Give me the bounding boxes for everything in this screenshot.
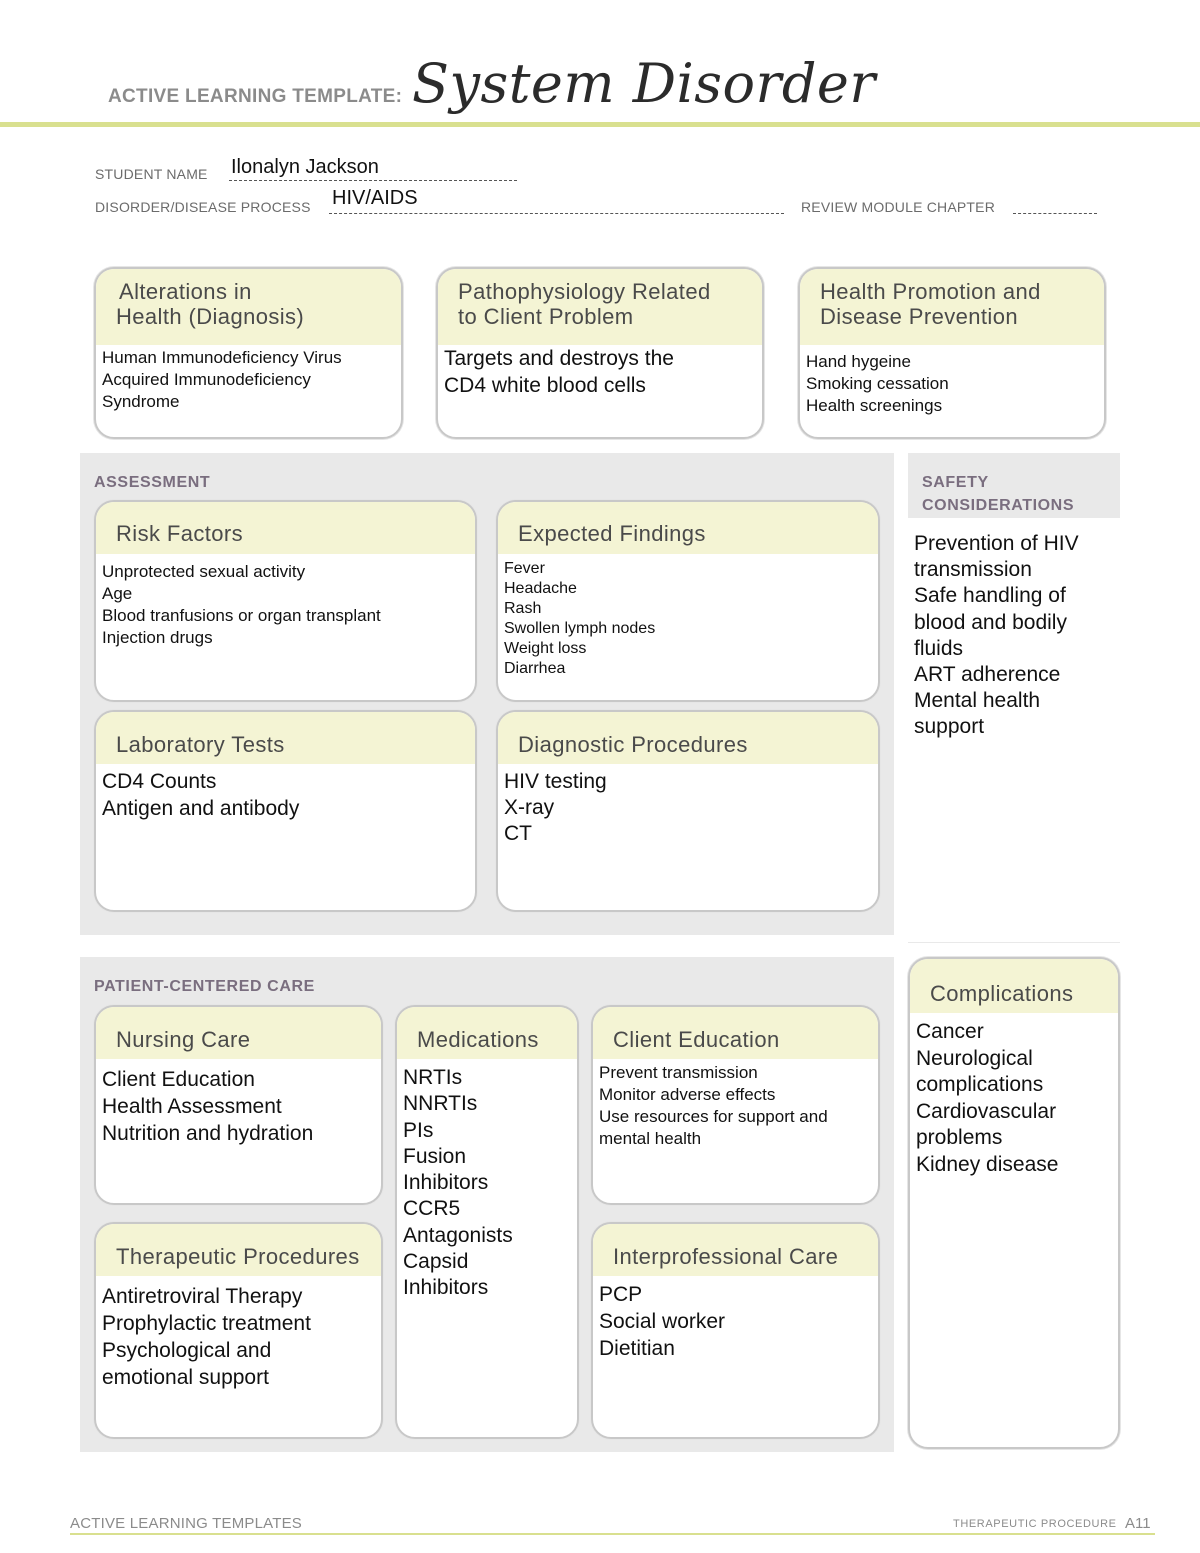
safety-body[interactable] [908, 518, 1120, 942]
footer-page-number: A11 [1125, 1515, 1151, 1532]
complications-card [908, 957, 1120, 1449]
pathophysiology-card [436, 267, 764, 439]
list-item: problems [916, 1126, 1003, 1149]
pathophysiology-title [438, 269, 762, 345]
list-item: emotional support [102, 1366, 269, 1389]
laboratory-tests-title: Laboratory Tests [96, 712, 475, 764]
list-item: Blood tranfusions or organ transplant [102, 606, 381, 625]
health-promotion-title-line2: Disease Prevention [820, 304, 1018, 329]
client-education-card [591, 1005, 880, 1205]
medications-card [395, 1005, 579, 1439]
medications-title: Medications [397, 1007, 577, 1059]
list-item: Headache [504, 580, 577, 597]
list-item: complications [916, 1073, 1044, 1096]
risk-factors-title: Risk Factors [96, 502, 475, 554]
list-item: Targets and destroys the [444, 347, 674, 370]
footer-left-label: ACTIVE LEARNING TEMPLATES [70, 1515, 302, 1532]
safety-title-line2: CONSIDERATIONS [922, 497, 1075, 514]
student-name-field[interactable]: Ilonalyn Jackson [231, 156, 379, 178]
list-item: Mental health [914, 689, 1041, 713]
list-item: blood and bodily [914, 610, 1067, 634]
list-item: Client Education [102, 1068, 255, 1091]
client-education-title: Client Education [593, 1007, 878, 1059]
pathophysiology-title-line1: Pathophysiology Related [458, 279, 711, 304]
template-label: ACTIVE LEARNING TEMPLATE: [108, 86, 403, 107]
health-promotion-card [798, 267, 1106, 439]
alterations-title-line2: Health (Diagnosis) [116, 304, 305, 329]
student-name-underline [229, 180, 517, 181]
list-item: Fever [504, 560, 545, 577]
list-item: Unprotected sexual activity [102, 562, 306, 581]
pathophysiology-body[interactable] [438, 345, 762, 403]
list-item: transmission [914, 558, 1032, 582]
list-item: PIs [403, 1118, 434, 1142]
list-item: fluids [914, 636, 964, 660]
list-item: Injection drugs [102, 628, 213, 647]
list-item: support [914, 715, 985, 739]
list-item: Diarrhea [504, 660, 566, 677]
laboratory-tests-body[interactable] [96, 764, 475, 826]
assessment-section-title: ASSESSMENT [94, 474, 211, 491]
complications-body[interactable] [910, 1013, 1118, 1182]
review-module-label: REVIEW MODULE CHAPTER [801, 199, 995, 215]
client-education-body[interactable] [593, 1059, 878, 1154]
expected-findings-card [496, 500, 880, 702]
pathophysiology-title-line2: to Client Problem [458, 304, 634, 329]
list-item: NNRTIs [403, 1092, 478, 1116]
expected-findings-title: Expected Findings [498, 502, 878, 554]
diagnostic-procedures-card [496, 710, 880, 912]
alterations-body[interactable] [96, 345, 401, 417]
disorder-field[interactable]: HIV/AIDS [332, 187, 418, 209]
complications-title: Complications [910, 959, 1118, 1013]
list-item: Hand hygeine [806, 352, 911, 371]
alterations-title-line1: Alterations in [119, 279, 252, 304]
disorder-label: DISORDER/DISEASE PROCESS [95, 199, 311, 215]
list-item: Psychological and [102, 1339, 272, 1362]
interprofessional-care-title: Interprofessional Care [593, 1224, 878, 1276]
nursing-care-body[interactable] [96, 1059, 381, 1151]
list-item: Monitor adverse effects [599, 1085, 776, 1104]
list-item: mental health [599, 1129, 702, 1148]
expected-findings-body[interactable] [498, 554, 878, 683]
list-item: Rash [504, 600, 542, 617]
list-item: Prevention of HIV [914, 532, 1079, 555]
list-item: Prophylactic treatment [102, 1312, 311, 1335]
list-item: Capsid [403, 1250, 469, 1274]
safety-title-line1: SAFETY [922, 474, 989, 491]
list-item: Safe handling of [914, 584, 1066, 608]
therapeutic-procedures-body[interactable] [96, 1276, 381, 1395]
health-promotion-title-line1: Health Promotion and [820, 279, 1041, 304]
list-item: Social worker [599, 1310, 726, 1333]
risk-factors-card [94, 500, 477, 702]
list-item: Human Immunodeficiency Virus [102, 348, 342, 367]
list-item: PCP [599, 1283, 643, 1306]
page-title: System Disorder [412, 52, 876, 115]
student-name-label: STUDENT NAME [95, 166, 208, 182]
list-item: X-ray [504, 796, 555, 819]
alterations-title [96, 269, 401, 345]
patient-care-section-title: PATIENT-CENTERED CARE [94, 978, 315, 995]
therapeutic-procedures-card [94, 1222, 383, 1439]
list-item: CD4 Counts [102, 770, 217, 793]
medications-body[interactable] [397, 1059, 577, 1306]
list-item: Health Assessment [102, 1095, 282, 1118]
footer-rule [70, 1533, 1155, 1535]
laboratory-tests-card [94, 710, 477, 912]
list-item: Kidney disease [916, 1152, 1059, 1176]
list-item: CT [504, 822, 532, 845]
list-item: CCR5 [403, 1197, 461, 1221]
diagnostic-procedures-title: Diagnostic Procedures [498, 712, 878, 764]
list-item: Health screenings [806, 396, 943, 415]
list-item: Nutrition and hydration [102, 1122, 314, 1145]
list-item: Inhibitors [403, 1276, 489, 1300]
list-item: HIV testing [504, 770, 607, 793]
list-item: Antiretroviral Therapy [102, 1285, 303, 1308]
health-promotion-title [800, 269, 1104, 345]
list-item: ART adherence [914, 663, 1061, 687]
list-item: Antigen and antibody [102, 797, 300, 820]
list-item: Use resources for support and [599, 1107, 828, 1126]
list-item: Swollen lymph nodes [504, 620, 656, 637]
list-item: Neurological [916, 1046, 1033, 1070]
footer-right-label: THERAPEUTIC PROCEDURE [953, 1518, 1117, 1530]
list-item: Dietitian [599, 1337, 675, 1360]
diagnostic-procedures-body[interactable] [498, 764, 878, 851]
interprofessional-care-card [591, 1222, 880, 1439]
nursing-care-title: Nursing Care [96, 1007, 381, 1059]
review-module-field[interactable] [1013, 213, 1097, 214]
list-item: Smoking cessation [806, 374, 949, 393]
header-rule [0, 122, 1200, 127]
health-promotion-body[interactable] [800, 345, 1104, 421]
alterations-card [94, 267, 403, 439]
list-item: Inhibitors [403, 1171, 489, 1195]
list-item: NRTIs [403, 1066, 463, 1089]
list-item: Fusion [403, 1144, 467, 1168]
list-item: Acquired Immunodeficiency [102, 370, 311, 389]
list-item: Cancer [916, 1020, 984, 1043]
disorder-underline [329, 213, 784, 214]
therapeutic-procedures-title: Therapeutic Procedures [96, 1224, 381, 1276]
list-item: Syndrome [102, 392, 180, 411]
list-item: Weight loss [504, 640, 587, 657]
list-item: Age [102, 584, 133, 603]
list-item: Prevent transmission [599, 1063, 758, 1082]
list-item: CD4 white blood cells [444, 374, 646, 397]
nursing-care-card [94, 1005, 383, 1205]
interprofessional-care-body[interactable] [593, 1276, 878, 1366]
risk-factors-body[interactable] [96, 554, 475, 653]
list-item: Antagonists [403, 1223, 513, 1247]
list-item: Cardiovascular [916, 1099, 1057, 1123]
